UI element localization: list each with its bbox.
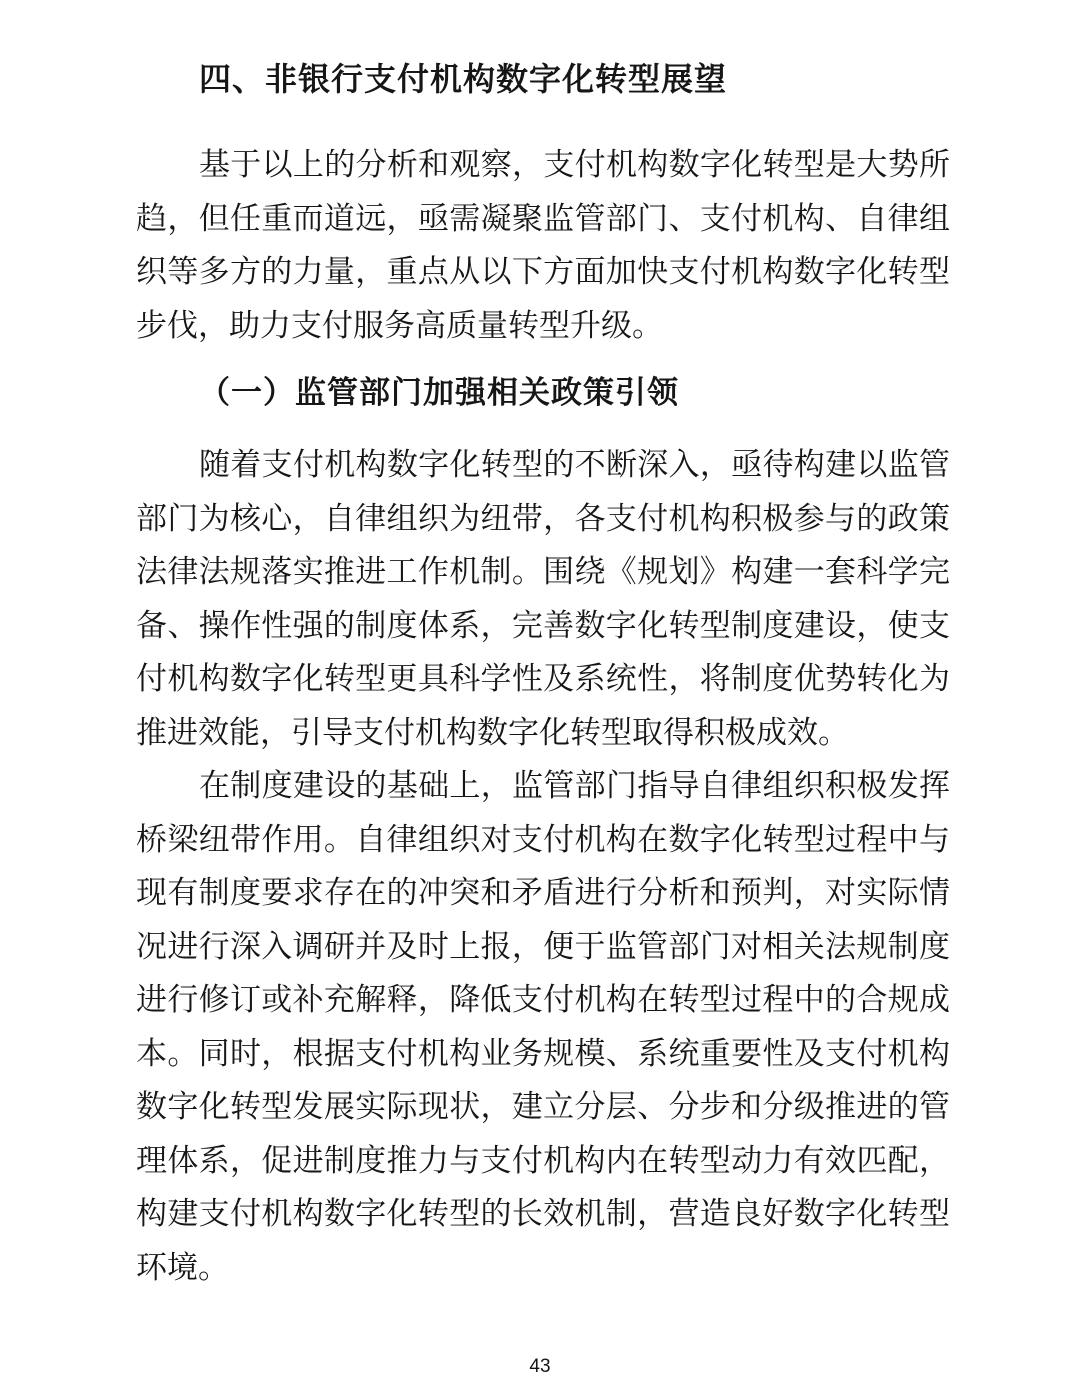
text-line: 法律法规落实推进工作机制。围绕《规划》构建一套科学完 — [136, 554, 950, 589]
text-line: 构建支付机构数字化转型的长效机制，营造良好数字化转型 — [136, 1196, 950, 1231]
page-number: 43 — [529, 1356, 551, 1377]
text-line: 本。同时，根据支付机构业务规模、系统重要性及支付机构 — [136, 1035, 950, 1071]
text-line: 织等多方的力量，重点从以下方面加快支付机构数字化转型 — [136, 254, 950, 289]
paragraph-3 — [136, 759, 950, 1294]
text-line: 部门为核心，自律组织为纽带，各支付机构积极参与的政策 — [136, 500, 950, 536]
text-line: 备、操作性强的制度体系，完善数字化转型制度建设，使支 — [136, 607, 950, 643]
document-title: 四、非银行支付机构数字化转型展望 — [199, 61, 728, 97]
text-line: 数字化转型发展实际现状，建立分层、分步和分级推进的管 — [136, 1089, 950, 1124]
text-line: 推进效能，引导支付机构数字化转型取得积极成效。 — [136, 714, 849, 750]
text-line: 步伐，助力支付服务高质量转型升级。 — [136, 307, 663, 343]
text-line: 进行修订或补充解释，降低支付机构在转型过程中的合规成 — [136, 982, 950, 1017]
paragraph-2 — [136, 438, 950, 759]
text-line: 趋，但任重而道远，亟需凝聚监管部门、支付机构、自律组 — [136, 200, 950, 236]
text-line: 环境。 — [136, 1249, 229, 1285]
section-heading: （一）监管部门加强相关政策引领 — [199, 375, 679, 410]
text-line: 理体系，促进制度推力与支付机构内在转型动力有效匹配， — [136, 1142, 950, 1178]
text-line: 在制度建设的基础上，监管部门指导自律组织积极发挥 — [199, 768, 950, 803]
text-line: 现有制度要求存在的冲突和矛盾进行分析和预判，对实际情 — [136, 875, 950, 910]
text-line: 桥梁纽带作用。自律组织对支付机构在数字化转型过程中与 — [136, 821, 950, 857]
text-line: 基于以上的分析和观察，支付机构数字化转型是大势所 — [199, 147, 950, 182]
paragraph-1 — [136, 138, 950, 352]
text-line: 付机构数字化转型更具科学性及系统性，将制度优势转化为 — [136, 661, 950, 696]
page-content — [136, 0, 950, 1294]
text-line: 随着支付机构数字化转型的不断深入，亟待构建以监管 — [199, 447, 950, 482]
text-line: 况进行深入调研并及时上报，便于监管部门对相关法规制度 — [136, 928, 950, 964]
